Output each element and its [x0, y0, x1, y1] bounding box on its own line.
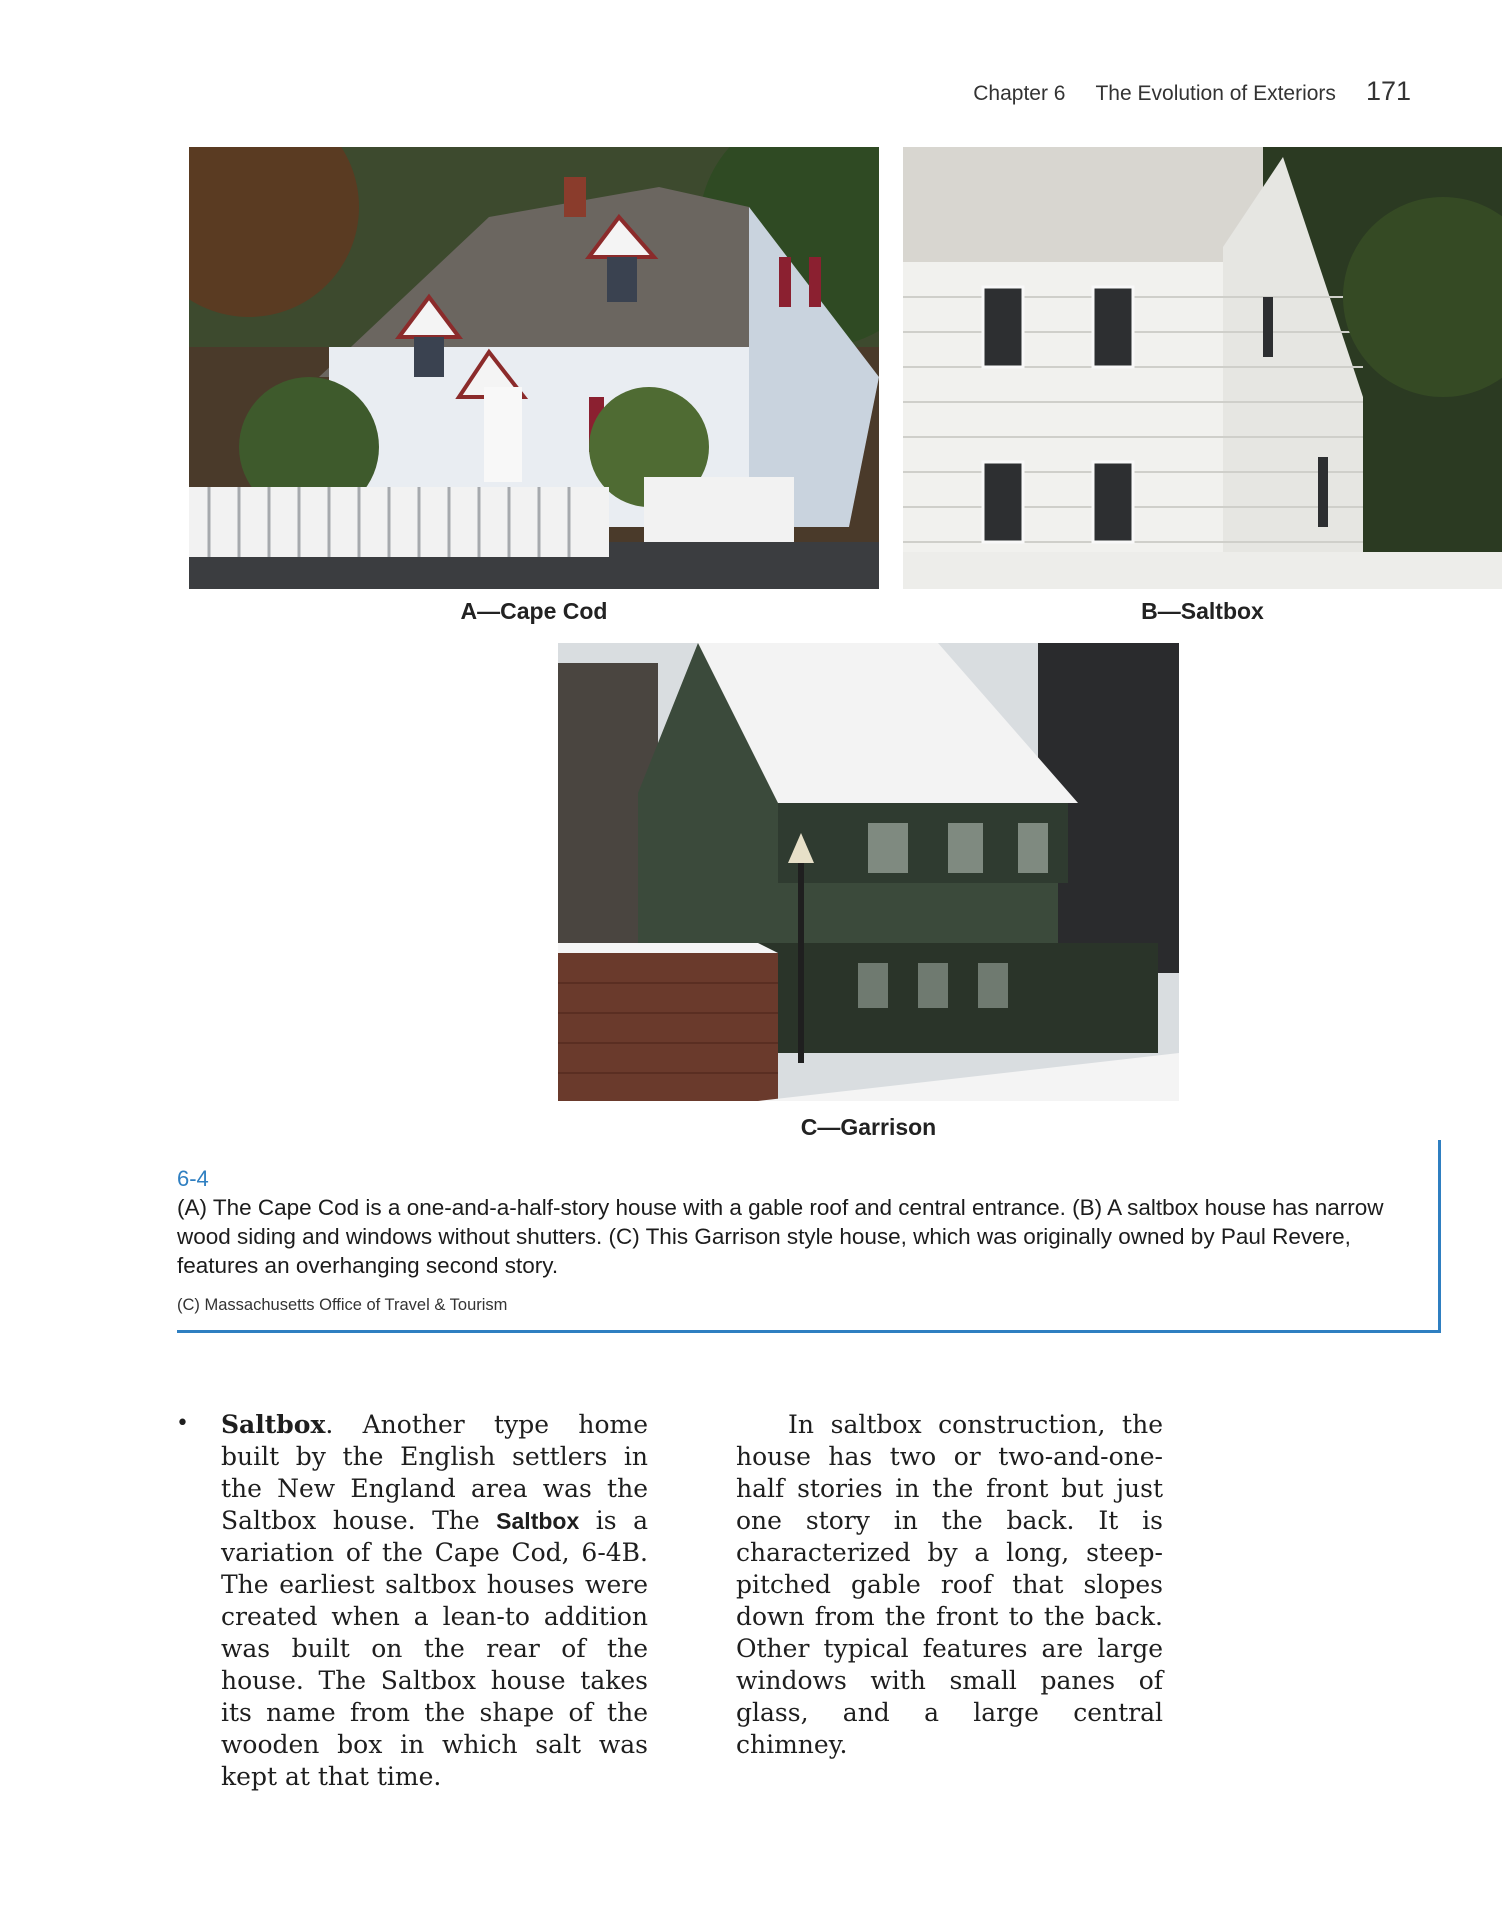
- saltbox-key-term: Saltbox: [496, 1508, 580, 1534]
- saltbox-text-1: . Another type home built by the English settlers in the New England area was the Saltbox house. The: [221, 1410, 648, 1535]
- figure-a-label: A—Cape Cod: [460, 598, 608, 624]
- figure-caption-text: (A) The Cape Cod is a one-and-a-half-story house with a gable roof and central entrance. (B) A saltbox house has narrow wood siding and windows without shutters. (C) This Garrison style house, which was originally owned by Paul Revere, features an overhanging second story.: [177, 1195, 1384, 1278]
- photo-credit: (C) Massachusetts Office of Travel & Tourism: [177, 1296, 508, 1314]
- figure-b-label: B—Saltbox: [1141, 598, 1264, 624]
- figure-c-label: C—Garrison: [800, 1114, 937, 1140]
- bullet-marker: •: [176, 1411, 189, 1436]
- cape-cod-photo: [189, 147, 879, 589]
- chapter-label: Chapter 6: [973, 82, 1066, 105]
- figure-number: 6-4: [177, 1166, 209, 1191]
- saltbox-photo: [903, 147, 1502, 589]
- construction-paragraph: In saltbox construction, the house has two or two-and-one-half stories in the front but just one story in the back. It is characterized by a long, steep-pitched gable roof that slopes down from the front to the back. Other typical features are large windows with small panes of glass, and a large central chimney.: [736, 1410, 1163, 1759]
- body-column-left: [221, 1409, 648, 1793]
- garrison-photo: [558, 643, 1179, 1101]
- saltbox-paragraph: [221, 1409, 648, 1793]
- saltbox-text-2: is a variation of the Cape Cod, 6-4B. The earliest saltbox houses were created when a lean-to addition was built on the rear of the house. The Saltbox house takes its name from the shape of the wooden box in which salt was kept at that time.: [221, 1506, 649, 1791]
- chapter-title: The Evolution of Exteriors: [1095, 82, 1336, 105]
- page-number: 171: [1365, 76, 1411, 106]
- figure-caption-box: [177, 1140, 1441, 1333]
- saltbox-term: Saltbox: [221, 1410, 326, 1439]
- running-header: [973, 76, 1411, 107]
- body-column-right: [736, 1409, 1163, 1761]
